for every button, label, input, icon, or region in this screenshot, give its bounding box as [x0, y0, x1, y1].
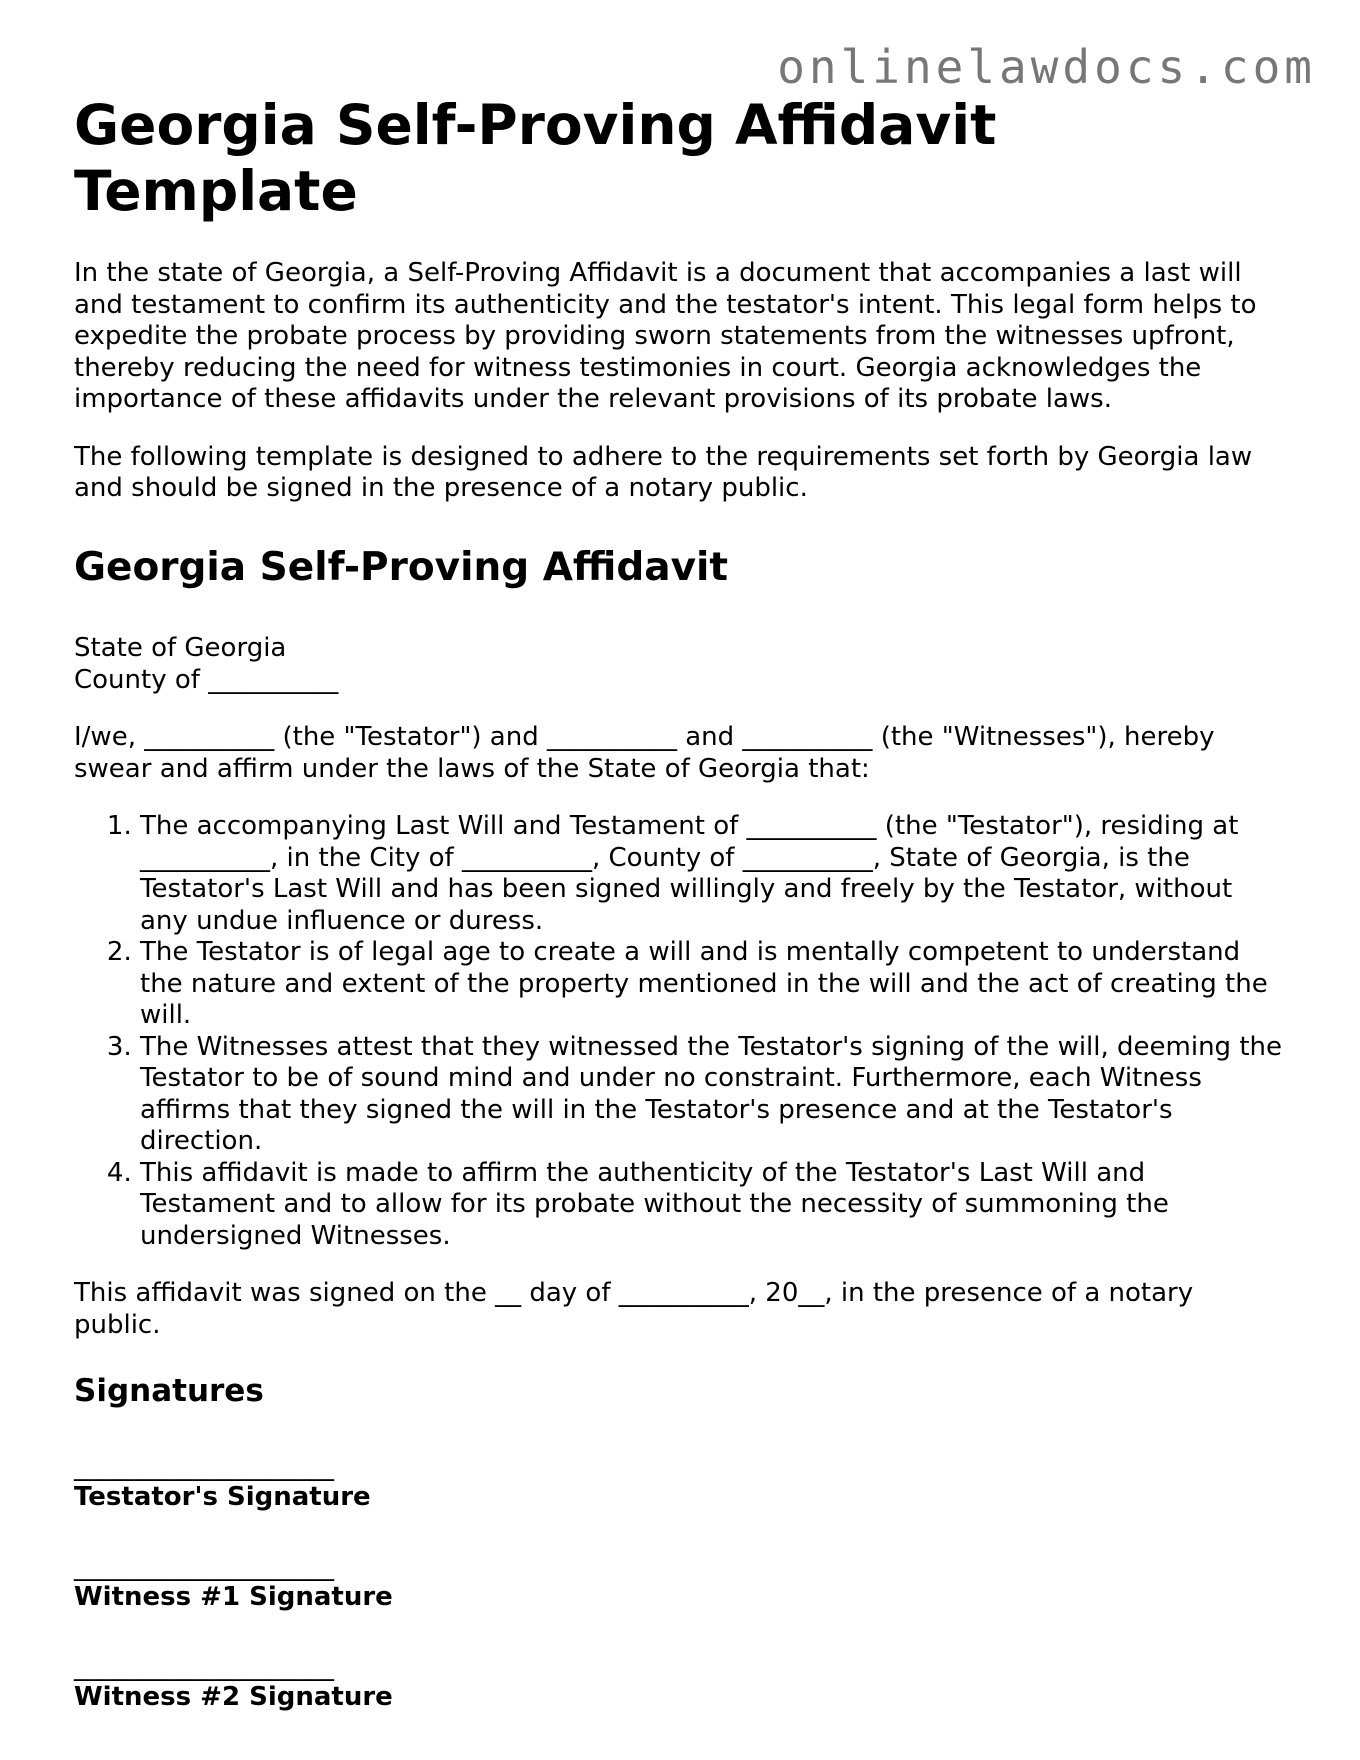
signature-label: Witness #1 Signature [74, 1582, 393, 1613]
clause-item: 2. The Testator is of legal age to create a will and is mentally competent to understand the nature and extent of the property mentioned in the will and the act of creating the will. [140, 937, 1286, 1032]
testator-signature-block [74, 1452, 1286, 1512]
document-page [74, 92, 1286, 1712]
signature-line: ____________________ [74, 1452, 334, 1483]
signatures-heading: Signatures [74, 1373, 264, 1410]
clause-list [74, 811, 1286, 1252]
witness-1-signature-block [74, 1552, 1286, 1612]
section-title: Georgia Self-Proving Affidavit [74, 544, 729, 590]
signature-line: ____________________ [74, 1552, 334, 1583]
signed-on-paragraph: This affidavit was signed on the __ day of __________, 20__, in the presence of a notary public. [74, 1278, 1194, 1340]
intro-paragraph-1: In the state of Georgia, a Self-Proving Affidavit is a document that accompanies a last will and testament to confirm its authenticity and the testator's intent. This legal form helps to expedite the probate process by providing sworn statements from the witnesses upfront, thereby reducing the need for witness testimonies in court. Georgia acknowledges the importance of these affidavits under the relevant provisions of its probate laws. [74, 258, 1257, 414]
clause-item: 4. This affidavit is made to affirm the authenticity of the Testator's Last Will and Testament and to allow for its probate without the necessity of summoning the undersigned Witnesses. [140, 1158, 1286, 1253]
clause-item: 3. The Witnesses attest that they witnessed the Testator's signing of the will, deeming the Testator to be of sound mind and under no constraint. Furthermore, each Witness affirms that they signed the will in the Testator's presence and at the Testator's direction. [140, 1032, 1286, 1158]
state-line: State of Georgia [74, 633, 287, 664]
signature-label: Witness #2 Signature [74, 1682, 393, 1713]
witness-2-signature-block [74, 1652, 1286, 1712]
intro-paragraph-2: The following template is designed to adhere to the requirements set forth by Georgia law and should be signed in the presence of a notary public. [74, 441, 1253, 503]
watermark: onlinelawdocs.com [777, 40, 1316, 94]
page-title: Georgia Self-Proving Affidavit Template [74, 93, 997, 223]
signature-line: ____________________ [74, 1652, 334, 1683]
clause-item: 1. The accompanying Last Will and Testament of __________ (the "Testator"), residing at __________, in the City of __________, County of __________, State of Georgia, is the Testator's Last Will and has been signed willingly and freely by the Testator, without any undue influence or duress. [140, 811, 1286, 937]
signature-label: Testator's Signature [74, 1482, 371, 1513]
county-line: County of __________ [74, 664, 339, 695]
venue-block [74, 633, 1286, 696]
oath-paragraph: I/we, __________ (the "Testator") and __________ and __________ (the "Witnesses"), hereby swear and affirm under the laws of the State of Georgia that: [74, 722, 1215, 784]
